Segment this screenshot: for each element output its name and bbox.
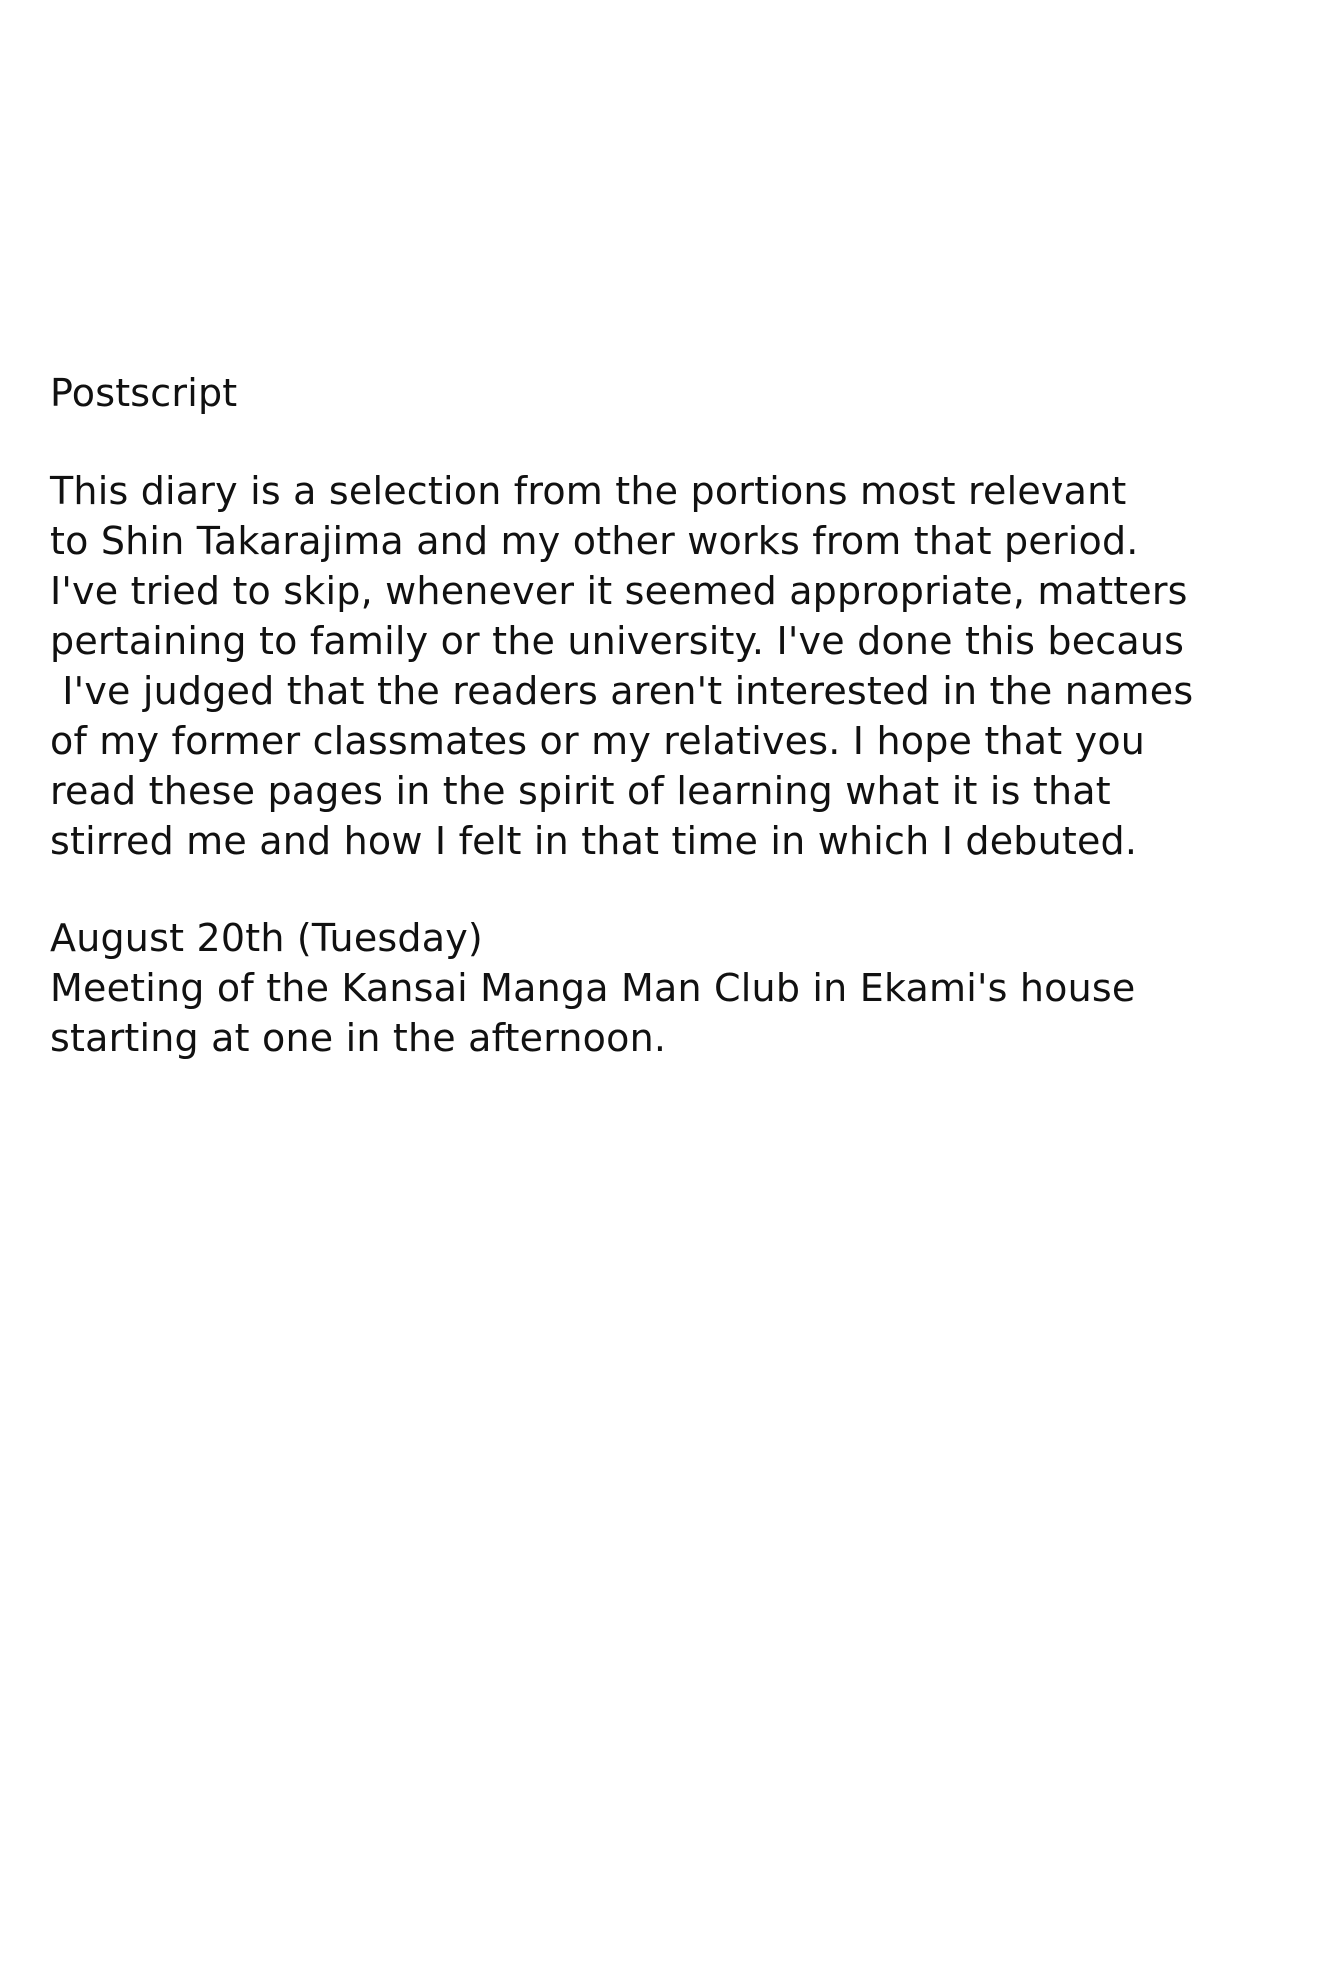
postscript-paragraph [50, 466, 1270, 866]
paragraph-line: pertaining to family or the university. I've done this becaus [50, 619, 1185, 663]
postscript-heading-block [50, 368, 1270, 418]
paragraph-line: I've judged that the readers aren't interested in the names [50, 669, 1194, 713]
paragraph-line: I've tried to skip, whenever it seemed appropriate, matters [50, 569, 1188, 613]
paragraph-line: stirred me and how I felt in that time in which I debuted. [50, 819, 1138, 863]
diary-entry [50, 913, 1270, 1063]
paragraph-line: This diary is a selection from the portions most relevant [50, 469, 1127, 513]
paragraph-line: of my former classmates or my relatives. I hope that you [50, 719, 1146, 763]
paragraph-line: read these pages in the spirit of learning what it is that [50, 769, 1111, 813]
paragraph-line: to Shin Takarajima and my other works from that period. [50, 519, 1139, 563]
entry-date: August 20th (Tuesday) [50, 916, 483, 960]
entry-line: Meeting of the Kansai Manga Man Club in Ekami's house [50, 966, 1136, 1010]
entry-line: starting at one in the afternoon. [50, 1016, 667, 1060]
page-title: Postscript [50, 371, 238, 415]
